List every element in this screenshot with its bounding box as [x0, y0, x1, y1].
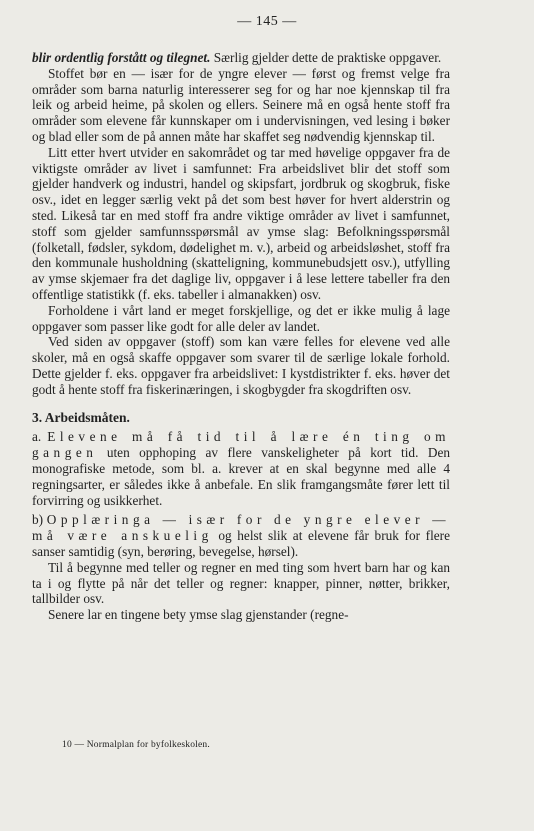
list-label: b) — [32, 512, 47, 528]
page-number: — 145 — — [237, 14, 297, 29]
paragraph-text: uten opphoping av flere vanskeligheter på kort tid. Den monografiske metode, som bl. a. krever at en skal begynne med alle 4 regningsarter, er således ikke å anbefale. En slik framgangsmåte fører lett til forvirring og usikkerhet. — [32, 445, 450, 508]
footer-note: 10 — Normalplan for byfolkeskolen. — [62, 740, 210, 750]
list-label: a. — [32, 429, 48, 445]
list-item — [32, 512, 450, 559]
paragraph-text: og helst slik at elevene får bruk for flere sanser samtidig (syn, berøring, bevegelse, hørsel). — [32, 528, 450, 559]
spaced-text: Opplæringa — især for de yngre elever — må være anskuelig — [32, 512, 450, 544]
paragraph: Til å begynne med teller og regner en med ting som hvert barn har og kan ta i og flytte på når det teller og regner: knapper, pinner, nøtter, brikker, tallbilder osv. — [32, 559, 450, 607]
paragraph: Forholdene i vårt land er meget forskjellige, og det er ikke mulig å lage oppgaver som passer like godt for alle deler av landet. — [32, 302, 450, 334]
paragraph: Litt etter hvert utvider en sakområdet og tar med høvelige oppgaver fra de viktigste områder av livet i samfunnet: Fra arbeidslivet blir det stoff som gjelder handverk og industri, handel og skipsfart, jordbruk og skogbruk, fiske osv., idet en legger særlig vekt på det som best høver for hvert alderstrin og sted. Likeså tar en med stoff fra andre viktige områder av livet i samfunnet, stoff som gjelder samfunnsspørsmål av ymse slag: Befolkningsspørsmål (folketall, fødsler, sykdom, dødelighet m. v.), arbeid og arbeidsløshet, stoff fra den kommunale husholdning (skatteligning, kommunebudsjett osv.), utfylling av ymse skjemaer fra det daglige liv, oppgaver i å lese lettere tabeller fra den offentlige statistikk (f. eks. tabeller i almanakken) osv. — [32, 144, 450, 302]
list-item — [32, 429, 450, 508]
paragraph: Senere lar en tingene bety ymse slag gjenstander (regne- — [48, 607, 349, 623]
paragraph-text: Særlig gjelder dette de praktiske oppgaver. — [210, 50, 442, 65]
paragraph: Stoffet bør en — især for de yngre elever — først og fremst velge fra områder som barna naturlig interesserer seg for og har noe kjennskap til fra leik og arbeid heime, på skolen og ellers. Seinere må en også hente stoff fra områder som elevene får kunnskaper om i undervisningen, ved lesing i bøker og blad eller som de på annen måte har skaffet seg nødvendig kjennskap til. — [32, 65, 450, 144]
paragraph: Ved siden av oppgaver (stoff) som kan være felles for elevene ved alle skoler, må en også skaffe oppgaver som svarer til de særlige lokale forhold. Dette gjelder f. eks. oppgaver fra arbeidslivet: I kystdistrikter f. eks. høver det godt å hente stoff fra fiskerinæringen, i skogbygder fra skogdriften osv. — [32, 334, 450, 397]
body-text — [32, 50, 450, 623]
spaced-text: Elevene må få tid til å lære én ting om gangen — [32, 429, 450, 461]
paragraph — [32, 50, 450, 66]
section-heading: 3. Arbeidsmåten. — [32, 409, 130, 425]
emphasized-text: blir ordentlig forstått og tilegnet. — [32, 50, 211, 65]
